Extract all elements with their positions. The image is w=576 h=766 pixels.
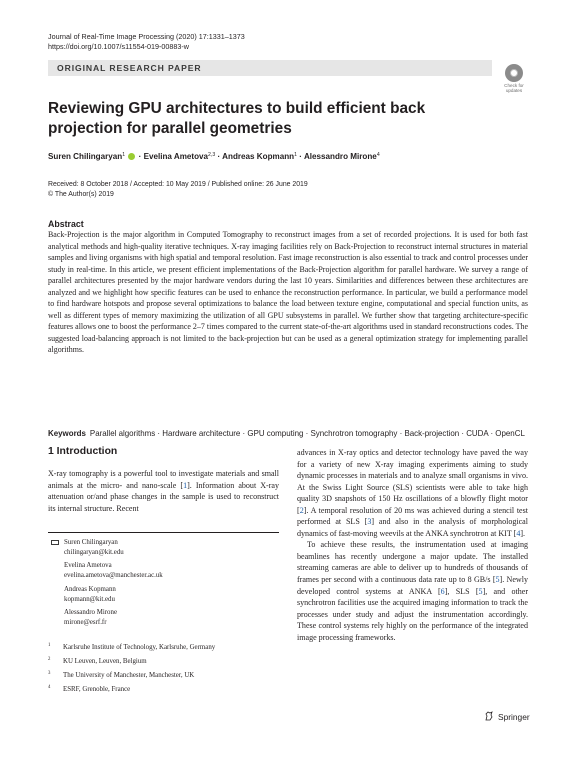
body-text: To achieve these results, the instrumentation used at imaging beamlines has recently undergone a major update. The installed streaming cameras are able to deliver up to hundreds of thousands of frames per second with a continuous data rate up to 8 GB/s [ [297,540,528,585]
section-heading: 1 Introduction [48,446,118,457]
affiliation-number: 4 [48,685,51,690]
keywords [48,428,528,440]
contact-entry [64,608,163,627]
keywords-list: Parallel algorithms · Hardware architecture · GPU computing · Synchrotron tomography · Back-projection · CUDA · OpenCL [89,429,525,438]
citation-link[interactable]: 5 [478,586,483,596]
contact-email[interactable]: kopmann@kit.edu [64,595,115,603]
citation-link[interactable]: 3 [367,517,372,527]
body-text: ] and also in the analysis of morphological dynamics of fast-moving weevils at the ANKA synchrotron at KIT [ [297,517,528,538]
abstract-heading: Abstract [48,219,84,229]
author-list [48,152,528,161]
paper-title: Reviewing GPU architectures to build efficient back projection for parallel geometries [48,100,426,137]
contact-entry [64,538,163,557]
article-type-label: ORIGINAL RESEARCH PAPER [57,63,202,73]
copyright-notice: © The Author(s) 2019 [48,191,114,198]
paragraph [297,539,528,643]
journal-citation: Journal of Real-Time Image Processing (2020) 17:1331–1373 [48,32,245,41]
contact-email[interactable]: chilingaryan@kit.edu [64,548,124,556]
intro-left-column [48,468,279,514]
abstract-text: Back-Projection is the major algorithm in Computed Tomography to reconstruct images from a set of recorded projections. It is used for both fast analytical methods and high-quality iterative techniques. X-ray imaging facilities rely on Back-Projection to reconstruct internal structures in material samples and living organisms with high spatial and temporal resolution. Fast image reconstruction is also essential to track and control processes under study in real-time. In this article, we present efficient implementations of the Back-Projection algorithm for parallel hardware. We survey a range of parallel architectures presented by the major hardware vendors during the last 10 years. Similarities and differences between these architectures are analyzed and we highlight how specific features can be used to enhance the reconstruction performance. In particular, we build a performance model to find hardware hotspots and propose several optimizations to balance the load between texture engine, computational and special function units, as well as different types of memory maximizing the utilization of all GPU subsystems in parallel. We further show that targeting architecture-specific features allows one to boost the performance 2–7 times compared to the current state-of-the-art algorithms used in standard reconstructions codes. The suggested load-balancing approach is not limited to the back-projection but can be used as a general optimization strategy for implementing parallel algorithms. [48,230,528,355]
author-name: Andreas Kopmann [222,152,295,161]
contact-email[interactable]: mirone@esrf.fr [64,618,107,626]
footnote-divider [48,532,279,533]
contact-entry [64,585,163,604]
history-dates: Received: 8 October 2018 / Accepted: 10 May 2019 / Published online: 26 June 2019 [48,181,308,188]
author-separator: · [136,152,144,161]
contact-email[interactable]: evelina.ametova@manchester.ac.uk [64,572,163,580]
intro-right-column [297,447,528,643]
body-text: ]. Newly developed control systems at ANKA [ [297,575,528,596]
citation-link[interactable]: 2 [299,505,304,515]
citation-link[interactable]: 1 [183,480,188,490]
check-updates-label: Check for updates [504,83,524,93]
citation-link[interactable]: 6 [440,586,445,596]
envelope-icon [51,540,59,545]
body-text: ]. [520,528,526,538]
author-name: Suren Chilingaryan [48,152,123,161]
publication-dates [48,180,308,200]
springer-horse-icon [484,711,494,721]
contact-name: Evelina Ametova [64,562,112,570]
affiliation-text: ESRF, Grenoble, France [63,686,131,693]
author-affiliation-mark: 2,3 [208,152,216,158]
contact-name: Andreas Kopmann [64,585,116,593]
orcid-icon[interactable] [128,153,135,160]
body-text: X-ray tomography is a powerful tool to investigate materials and small animals at the micro- and nano-scale [ [48,469,279,490]
affiliation-text: Karlsruhe Institute of Technology, Karlsruhe, Germany [63,644,216,651]
check-updates-icon [505,64,523,82]
body-text: ], and other synchrotron facilities use the acquired imaging information to track the processes under study and adjust the instrumentation accordingly. These control systems rely highly on the performance of the integrated image processing frameworks. [297,586,528,642]
author-affiliation-mark: 4 [376,152,380,158]
check-for-updates-badge[interactable] [500,64,528,94]
author-name: Alessandro Mirone [303,152,377,161]
keywords-label: Keywords [48,429,86,438]
author-separator: · [215,152,223,161]
body-text: ], SLS [ [444,586,479,596]
publisher-logo [484,711,530,722]
body-text: advances in X-ray optics and detector technology have paved the way for a variety of new X-ray imaging experiments aiming to study dynamic processes in materials and to analyze small organisms in vivo. At the Swiss Light Source (SLS) scientists were able to take high quality 3D snapshots of 150 Hz oscillations of a blowfly flight motor [ [297,448,528,515]
author-affiliation-mark: 1 [122,152,126,158]
affiliation-number: 1 [48,643,51,648]
doi-link[interactable]: https://doi.org/10.1007/s11554-019-00883-w [48,42,189,51]
citation-link[interactable]: 5 [495,575,500,585]
affiliation-number: 3 [48,671,51,676]
paragraph [297,447,528,539]
contact-name: Alessandro Mirone [64,609,118,617]
author-name: Evelina Ametova [143,152,209,161]
author-separator: · [297,152,304,161]
citation-link[interactable]: 4 [516,528,521,538]
body-text: ]. Information about X-ray attenuation or/and phase changes in the sample is used to reconstruct its internal structure. Recent [48,480,280,513]
author-affiliation-mark: 1 [294,152,298,158]
body-text: ]. A temporal resolution of 20 ms was achieved during a stencil test performed at SLS [ [297,505,528,527]
affiliation-text: The University of Manchester, Manchester, UK [63,672,195,679]
publisher-name: Springer [498,712,530,722]
affiliation-number: 2 [48,657,51,662]
affiliation-text: KU Leuven, Leuven, Belgium [63,658,147,665]
contact-list [64,538,163,632]
contact-name: Suren Chilingaryan [64,539,118,546]
contact-entry [64,561,163,580]
